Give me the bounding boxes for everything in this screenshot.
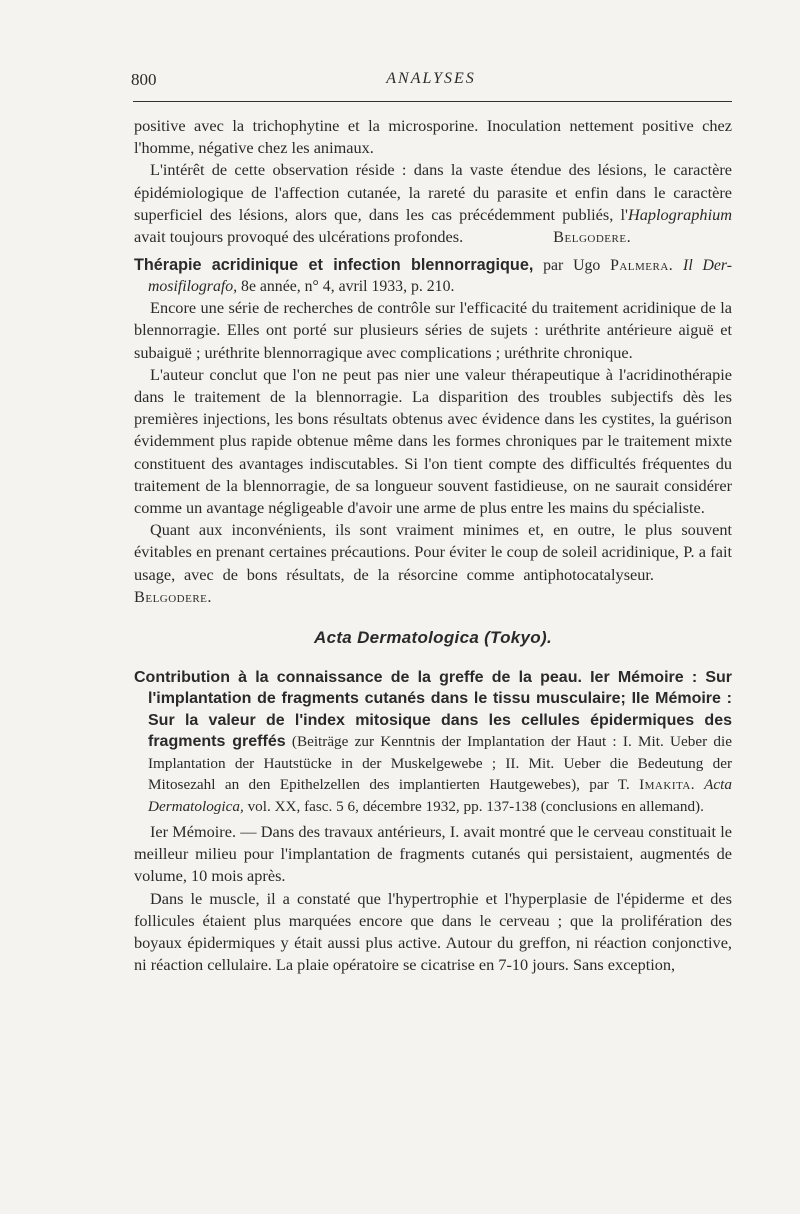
page-body xyxy=(134,115,732,976)
paragraph xyxy=(134,159,732,248)
paragraph: Encore une série de recherches de contrôle sur l'efficacité du traitement acridinique de la blennorragie. Elles ont porté sur plusieurs séries de sujets : uréthrite antérieure aiguë et subaiguë ; uréthrite blennorragique avec complications ; uréthrite chronique. xyxy=(134,298,732,362)
german-title: (Beiträge zur Kenntnis der Implantation der Haut : I. Mit. Ueber die Implantation der Hautstücke in der Muskelgewebe ; II. Mit. Ueber die Bedeutung der Mitosezahl an den Epithelzellen des implantierten Hautgewebes), par T. xyxy=(148,733,732,794)
text-run: avait toujours provoqué des ulcérations profondes. xyxy=(134,227,464,247)
article-heading xyxy=(134,667,732,817)
article-title: Thérapie acridinique et infection blennorragique, xyxy=(134,256,534,275)
paragraph: Dans le muscle, il a constaté que l'hypertrophie et l'hyperplasie de l'épiderme et des follicules étaient plus marquées encore que dans le cerveau ; que la prolifération des boyaux épidermiques y était aussi plus active. Autour du greffon, ni réaction conjonctive, ni réaction cellulaire. La plaie opératoire se cicatrise en 7-10 jours. Sans exception, xyxy=(134,888,732,975)
genus-name: Haplographium xyxy=(627,204,732,224)
signature: Belgodere. xyxy=(553,227,632,247)
page-number: 800 xyxy=(131,70,157,89)
article-heading xyxy=(134,255,732,297)
paragraph xyxy=(134,519,732,608)
author: Imakita. xyxy=(639,776,696,794)
text-run: L'intérêt de cette observation réside : dans la vaste étendue des lésions, le caractère épidémiologique de l'affection cutanée, la rareté du parasite et enfin dans le caractère superficiel des lésions, alors que, dans les cas précédemment publiés, xyxy=(134,160,732,224)
journal: Il Der- xyxy=(673,257,733,275)
text-run: par Ugo xyxy=(533,257,611,275)
section-title: Acta Dermatologica (Tokyo). xyxy=(314,628,552,648)
reference: vol. XX, fasc. 5 6, décembre 1932, pp. 137-138 (conclusions en allemand). xyxy=(243,797,704,815)
text-run: l' xyxy=(620,204,628,224)
paragraph: Ier Mémoire. — Dans des travaux antérieurs, I. avait montré que le cerveau constituait le meilleur milieu pour l'implantation de fragments cutanés qui persistaient, augmentés de volume, 10 mois après. xyxy=(134,821,732,886)
text-run: Quant aux inconvénients, ils sont vraiment minimes et, en outre, le plus souvent évitables en prenant certaines précautions. Pour éviter le coup de soleil acridinique, P. a fait usage, avec de bons résultats, de la résorcine comme antiphotocatalyseur. xyxy=(134,520,732,584)
header-rule xyxy=(133,101,732,102)
signature: Belgodere. xyxy=(134,586,212,606)
running-header xyxy=(131,70,731,94)
journal: Acta Dermatologica, xyxy=(148,776,732,815)
journal: mosifilografo, xyxy=(148,278,238,296)
reference: 8e année, n° 4, avril 1933, p. 210. xyxy=(237,278,455,296)
paragraph: L'auteur conclut que l'on ne peut pas nier une valeur thérapeutique à l'acridinothérapie dans le traitement de la blennorragie. La disparition des troubles subjectifs dès les premières injections, les bons résultats obtenus avec évidence dans les cystites, la guérison évidemment plus rapide obtenue même dans les formes chroniques par le traitement mixte constituent des avantages indiscutables. Si l'on tient compte des difficultés fréquentes du traitement de la blennorragie, de sa longueur souvent fastidieuse, on ne saurait considérer comme un avantage négligeable d'avoir une arme de plus entre les mains du spécialiste. xyxy=(134,364,732,518)
author: Palmera. xyxy=(610,257,674,275)
running-title: ANALYSES xyxy=(386,70,476,87)
article-title: Contribution à la connaissance de la greffe de la peau. Ier Mémoire : Sur l'implantation de fragments cutanés dans le tissu musculaire; IIe Mémoire : Sur la valeur de l'index mitosique dans les cellules épidermiques des fragments greffés xyxy=(134,669,732,751)
paragraph: positive avec la trichophytine et la microsporine. Inoculation nettement positive chez l'homme, négative chez les animaux. xyxy=(134,116,732,158)
